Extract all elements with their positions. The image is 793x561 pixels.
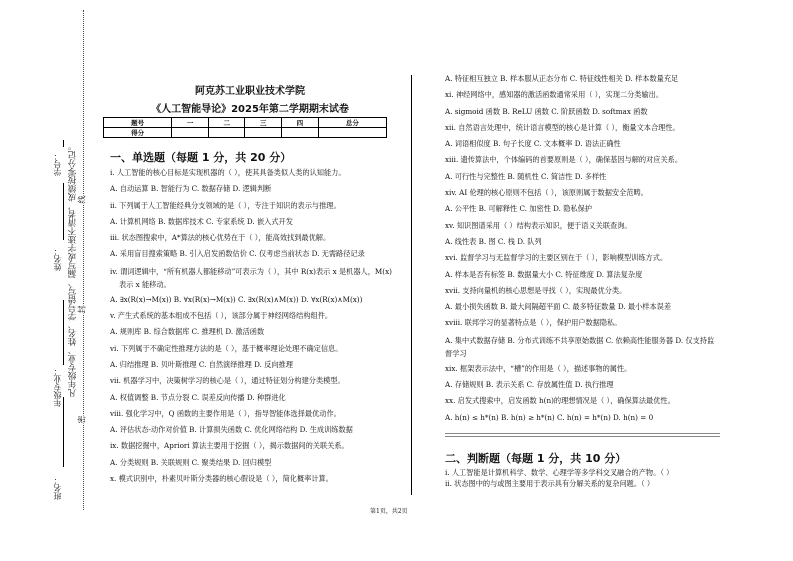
question-iv bbox=[110, 263, 400, 292]
column-divider bbox=[411, 75, 412, 495]
question-line: iii. 状态图搜索中，A*算法的核心优势在于（ ），能高效找到最优解。 bbox=[110, 233, 331, 243]
right-question-column bbox=[445, 71, 720, 426]
school-name: 阿克苏工业职业技术学院 bbox=[195, 86, 305, 97]
score-cell bbox=[208, 128, 245, 138]
left-question-column bbox=[110, 165, 400, 487]
name-field[interactable] bbox=[63, 183, 64, 240]
score-table bbox=[103, 117, 387, 138]
question-line: A. 可行性与完整性 B. 随机性 C. 简洁性 D. 多样性 bbox=[445, 171, 607, 181]
question-line: xviii. 联邦学习的显著特点是（ ），保护用户数据隐私。 bbox=[445, 318, 622, 328]
question-line: A. 自动运算 B. 智能行为 C. 数据存储 D. 逻辑判断 bbox=[110, 184, 272, 194]
question-line: A. sigmoid 函数 B. ReLU 函数 C. 阶跃函数 D. softmax 函数 bbox=[445, 106, 648, 116]
section1-heading: 一、单选题（每题 1 分，共 20 分） bbox=[110, 151, 292, 164]
question-line: xii. 自然语言处理中，统计语言模型的核心是计算（ ），衡量文本合理性。 bbox=[445, 122, 680, 132]
question-line: vii. 机器学习中，决策树学习的核心是（ ），通过特征划分构建分类模型。 bbox=[110, 376, 345, 386]
question-line: i. 人工智能的核心目标是实现机器的（ ），使其具备类似人类的认知能力。 bbox=[110, 168, 346, 177]
score-header-cell: 总分 bbox=[318, 118, 386, 128]
question-line: xi. 神经网络中，感知器的激活函数通常采用（ ），实现二分类输出。 bbox=[445, 90, 664, 100]
class-label: 班名： bbox=[53, 476, 62, 500]
section-separator bbox=[445, 433, 720, 437]
question-line: A. 特征相互独立 B. 样本服从正态分布 C. 特征线性相关 D. 样本数量充足 bbox=[445, 74, 679, 83]
question-line: A. 公平性 B. 可解释性 C. 加密性 D. 隐私保护 bbox=[445, 204, 592, 214]
question-line: A. 最小损失函数 B. 最大间隔超平面 C. 最多特征数量 D. 最小样本误差 bbox=[445, 302, 672, 312]
seal-char-mi: 密 bbox=[77, 415, 87, 424]
question-line: vi. 下列属于不确定性推理方法的是（ ），基于概率理论处理不确定信息。 bbox=[110, 343, 343, 353]
question-line: xv. 知识图谱采用（ ）结构表示知识，便于语义关联查询。 bbox=[445, 220, 632, 230]
section2-heading: 二、判断题（每题 1 分，共 10 分） bbox=[445, 452, 627, 465]
question-line: A. 规则库 B. 综合数据库 C. 推理机 D. 激活函数 bbox=[110, 327, 265, 337]
binding-notice: 凡年级专业、姓名、学号错写、漏写或字迹不清者，成绩按零分记。 bbox=[68, 142, 78, 397]
score-table-header-row bbox=[104, 118, 387, 128]
class-field[interactable] bbox=[63, 397, 64, 467]
score-header-cell: 四 bbox=[282, 118, 319, 128]
grade-major-label: 年级专业： bbox=[53, 367, 62, 407]
student-id-field[interactable] bbox=[63, 140, 64, 147]
question-line: v. 产生式系统的基本组成不包括（ ），该部分属于神经网络结构组件。 bbox=[110, 311, 333, 321]
question-line: A. 评估状态-动作对价值 B. 计算损失函数 C. 优化网络结构 D. 生成训练数据 bbox=[110, 425, 353, 435]
question-line: x. 模式识别中，朴素贝叶斯分类器的核心假设是（ ），简化概率计算。 bbox=[110, 474, 333, 484]
score-cell bbox=[282, 128, 319, 138]
question-line: xvii. 支持向量机的核心思想是寻找（ ），实现最优分类。 bbox=[445, 285, 627, 295]
seal-dotted-line bbox=[83, 10, 84, 510]
question-line: ix. 数据挖掘中，Apriori 算法主要用于挖掘（ ），揭示数据间的关联关系。 bbox=[110, 441, 349, 451]
score-row-label: 得分 bbox=[104, 128, 172, 138]
question-line: xx. 启发式搜索中，启发函数 h(n)的理想情况是（ ），确保算法最优性。 bbox=[445, 396, 675, 406]
question-line: xix. 框架表示法中，“槽”的作用是（ ），描述事物的属性。 bbox=[445, 363, 632, 373]
question-line: A. 样本是否有标签 B. 数据量大小 C. 特征维度 D. 算法复杂度 bbox=[445, 269, 643, 279]
question-line: ii. 下列属于人工智能经典分支领域的是（ ），专注于知识的表示与推理。 bbox=[110, 200, 341, 210]
question-line: A. 线性表 B. 图 C. 栈 D. 队列 bbox=[445, 236, 542, 246]
score-header-cell: 题号 bbox=[104, 118, 172, 128]
score-header-cell: 二 bbox=[208, 118, 245, 128]
name-label: 姓名： bbox=[53, 247, 62, 271]
seal-char-feng: 封 bbox=[77, 305, 87, 314]
question-line: A. ∃x(R(x)→M(x)) B. ∀x(R(x)→M(x)) C. ∃x(R(x)∧M(x)) D. ∀x(R(x)∧M(x)) bbox=[110, 294, 363, 304]
question-line: A. 存储规则 B. 表示关系 C. 存放属性值 D. 执行推理 bbox=[445, 380, 614, 390]
question-line: A. 分类规则 B. 关联规则 C. 聚类结果 D. 回归模型 bbox=[110, 457, 272, 467]
judgement-question: i. 人工智能是计算机科学、数学、心理学等多学科交叉融合的产物。（ ） bbox=[445, 468, 674, 477]
page-number: 第1页，共2页 bbox=[370, 508, 408, 515]
judgement-question: ii. 状态图中的与或图主要用于表示具有分解关系的复杂问题。（ ） bbox=[445, 479, 655, 488]
question-line: A. 计算机网络 B. 数据库技术 C. 专家系统 D. 嵌入式开发 bbox=[110, 216, 293, 226]
question-line: xiii. 遗传算法中，个体编码的首要原则是（ ），确保基因与解的对应关系。 bbox=[445, 155, 683, 165]
question-line: xvi. 监督学习与无监督学习的主要区别在于（ ），影响模型训练方式。 bbox=[445, 253, 668, 263]
seal-char-xian: 线 bbox=[77, 195, 87, 204]
question-xviii-options: A. 集中式数据存储 B. 分布式训练不共享原始数据 C. 依赖高性能服务器 D. 仅支持监督学习 bbox=[445, 335, 715, 358]
student-id-label: 学号： bbox=[53, 152, 62, 176]
score-cell bbox=[172, 128, 209, 138]
question-line: A. 归结推理 B. 贝叶斯推理 C. 自然演绎推理 D. 反向推理 bbox=[110, 359, 293, 369]
score-header-cell: 三 bbox=[245, 118, 282, 128]
grade-major-field[interactable] bbox=[63, 300, 64, 365]
question-line: viii. 强化学习中，Q 函数的主要作用是（ ），指导智能体选择最优动作。 bbox=[110, 408, 341, 418]
exam-title: 《人工智能导论》2025年第二学期期末试卷 bbox=[151, 104, 349, 115]
question-line: A. 采用盲目搜索策略 B. 引入启发函数估价 C. 仅考虑当前状态 D. 无需路径记录 bbox=[110, 249, 365, 259]
question-line: A. 权值调整 B. 节点分裂 C. 误差反向传播 D. 种群进化 bbox=[110, 392, 286, 402]
question-line: A. 词语相似度 B. 句子长度 C. 文本概率 D. 语法正确性 bbox=[445, 139, 621, 149]
question-iv-line2: 表示 x 能移动。 bbox=[119, 279, 171, 289]
score-cell bbox=[245, 128, 282, 138]
question-line: xiv. AI 伦理的核心原则不包括（ ），该原则属于数据安全范畴。 bbox=[445, 188, 648, 198]
score-table-score-row bbox=[104, 128, 387, 138]
question-iv-line1: iv. 谓词逻辑中，“所有机器人都能移动”可表示为（ ），其中 R(x)表示 x 是机器人，M(x) bbox=[110, 266, 392, 276]
score-header-cell: 一 bbox=[172, 118, 209, 128]
score-cell bbox=[318, 128, 386, 138]
question-line: A. h(n) ≤ h*(n) B. h(n) ≥ h*(n) C. h(n) = h*(n) D. h(n) = 0 bbox=[445, 412, 654, 422]
